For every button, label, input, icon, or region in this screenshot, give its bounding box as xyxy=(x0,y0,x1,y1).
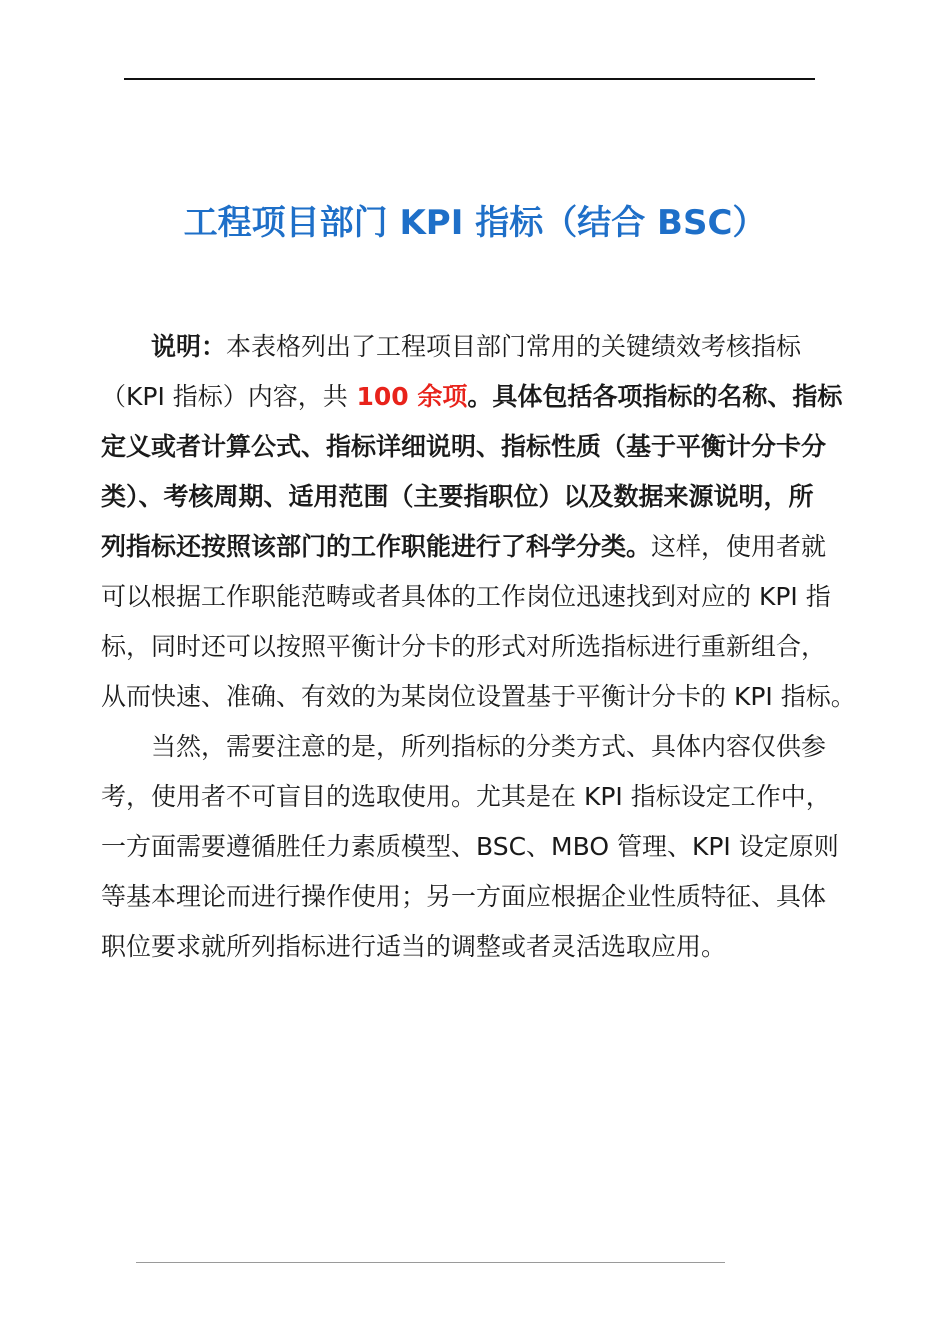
paragraph1-line5 xyxy=(101,522,847,572)
header-rule xyxy=(124,78,815,80)
paragraph2-line5: 职位要求就所列指标进行适当的调整或者灵活选取应用。 xyxy=(101,932,727,961)
paragraph1-line4: 类）、考核周期、适用范围（主要指职位）以及数据来源说明，所 xyxy=(101,482,814,511)
paragraph1-line7: 标，同时还可以按照平衡计分卡的形式对所选指标进行重新组合， xyxy=(101,632,827,661)
document-body xyxy=(101,322,856,972)
paragraph1-line2 xyxy=(101,372,847,422)
lead-label: 说明： xyxy=(151,332,227,361)
paragraph2-line1: 当然，需要注意的是，所列指标的分类方式、具体内容仅供参 xyxy=(151,732,827,761)
paragraph1-line6: 可以根据工作职能范畴或者具体的工作岗位迅速找到对应的 KPI 指 xyxy=(101,582,831,611)
paragraph2-line4: 等基本理论而进行操作使用；另一方面应根据企业性质特征、具体 xyxy=(101,882,827,911)
text-span-bold: 列指标还按照该部门的工作职能进行了科学分类。 xyxy=(101,532,652,561)
paragraph1-line1 xyxy=(101,322,847,372)
paragraph1-line8: 从而快速、准确、有效的为某岗位设置基于平衡计分卡的 KPI 指标。 xyxy=(101,682,856,711)
text-span: 这样，使用者就 xyxy=(651,532,827,561)
text-span: 本表格列出了工程项目部门常用的关键绩效考核指标 xyxy=(226,332,802,361)
paragraph2-line3: 一方面需要遵循胜任力素质模型、BSC、MBO 管理、KPI 设定原则 xyxy=(101,832,839,861)
highlight-count: 100 余项 xyxy=(347,382,468,411)
text-span: （KPI 指标）内容，共 xyxy=(101,382,348,411)
text-span-bold: 。具体包括各项指标的名称、指标 xyxy=(467,382,843,411)
paragraph1-line3: 定义或者计算公式、指标详细说明、指标性质（基于平衡计分卡分 xyxy=(101,432,827,461)
document-title: 工程项目部门 KPI 指标（结合 BSC） xyxy=(183,203,767,243)
footer-rule xyxy=(136,1262,725,1263)
paragraph2-line2: 考，使用者不可盲目的选取使用。尤其是在 KPI 指标设定工作中， xyxy=(101,782,831,811)
